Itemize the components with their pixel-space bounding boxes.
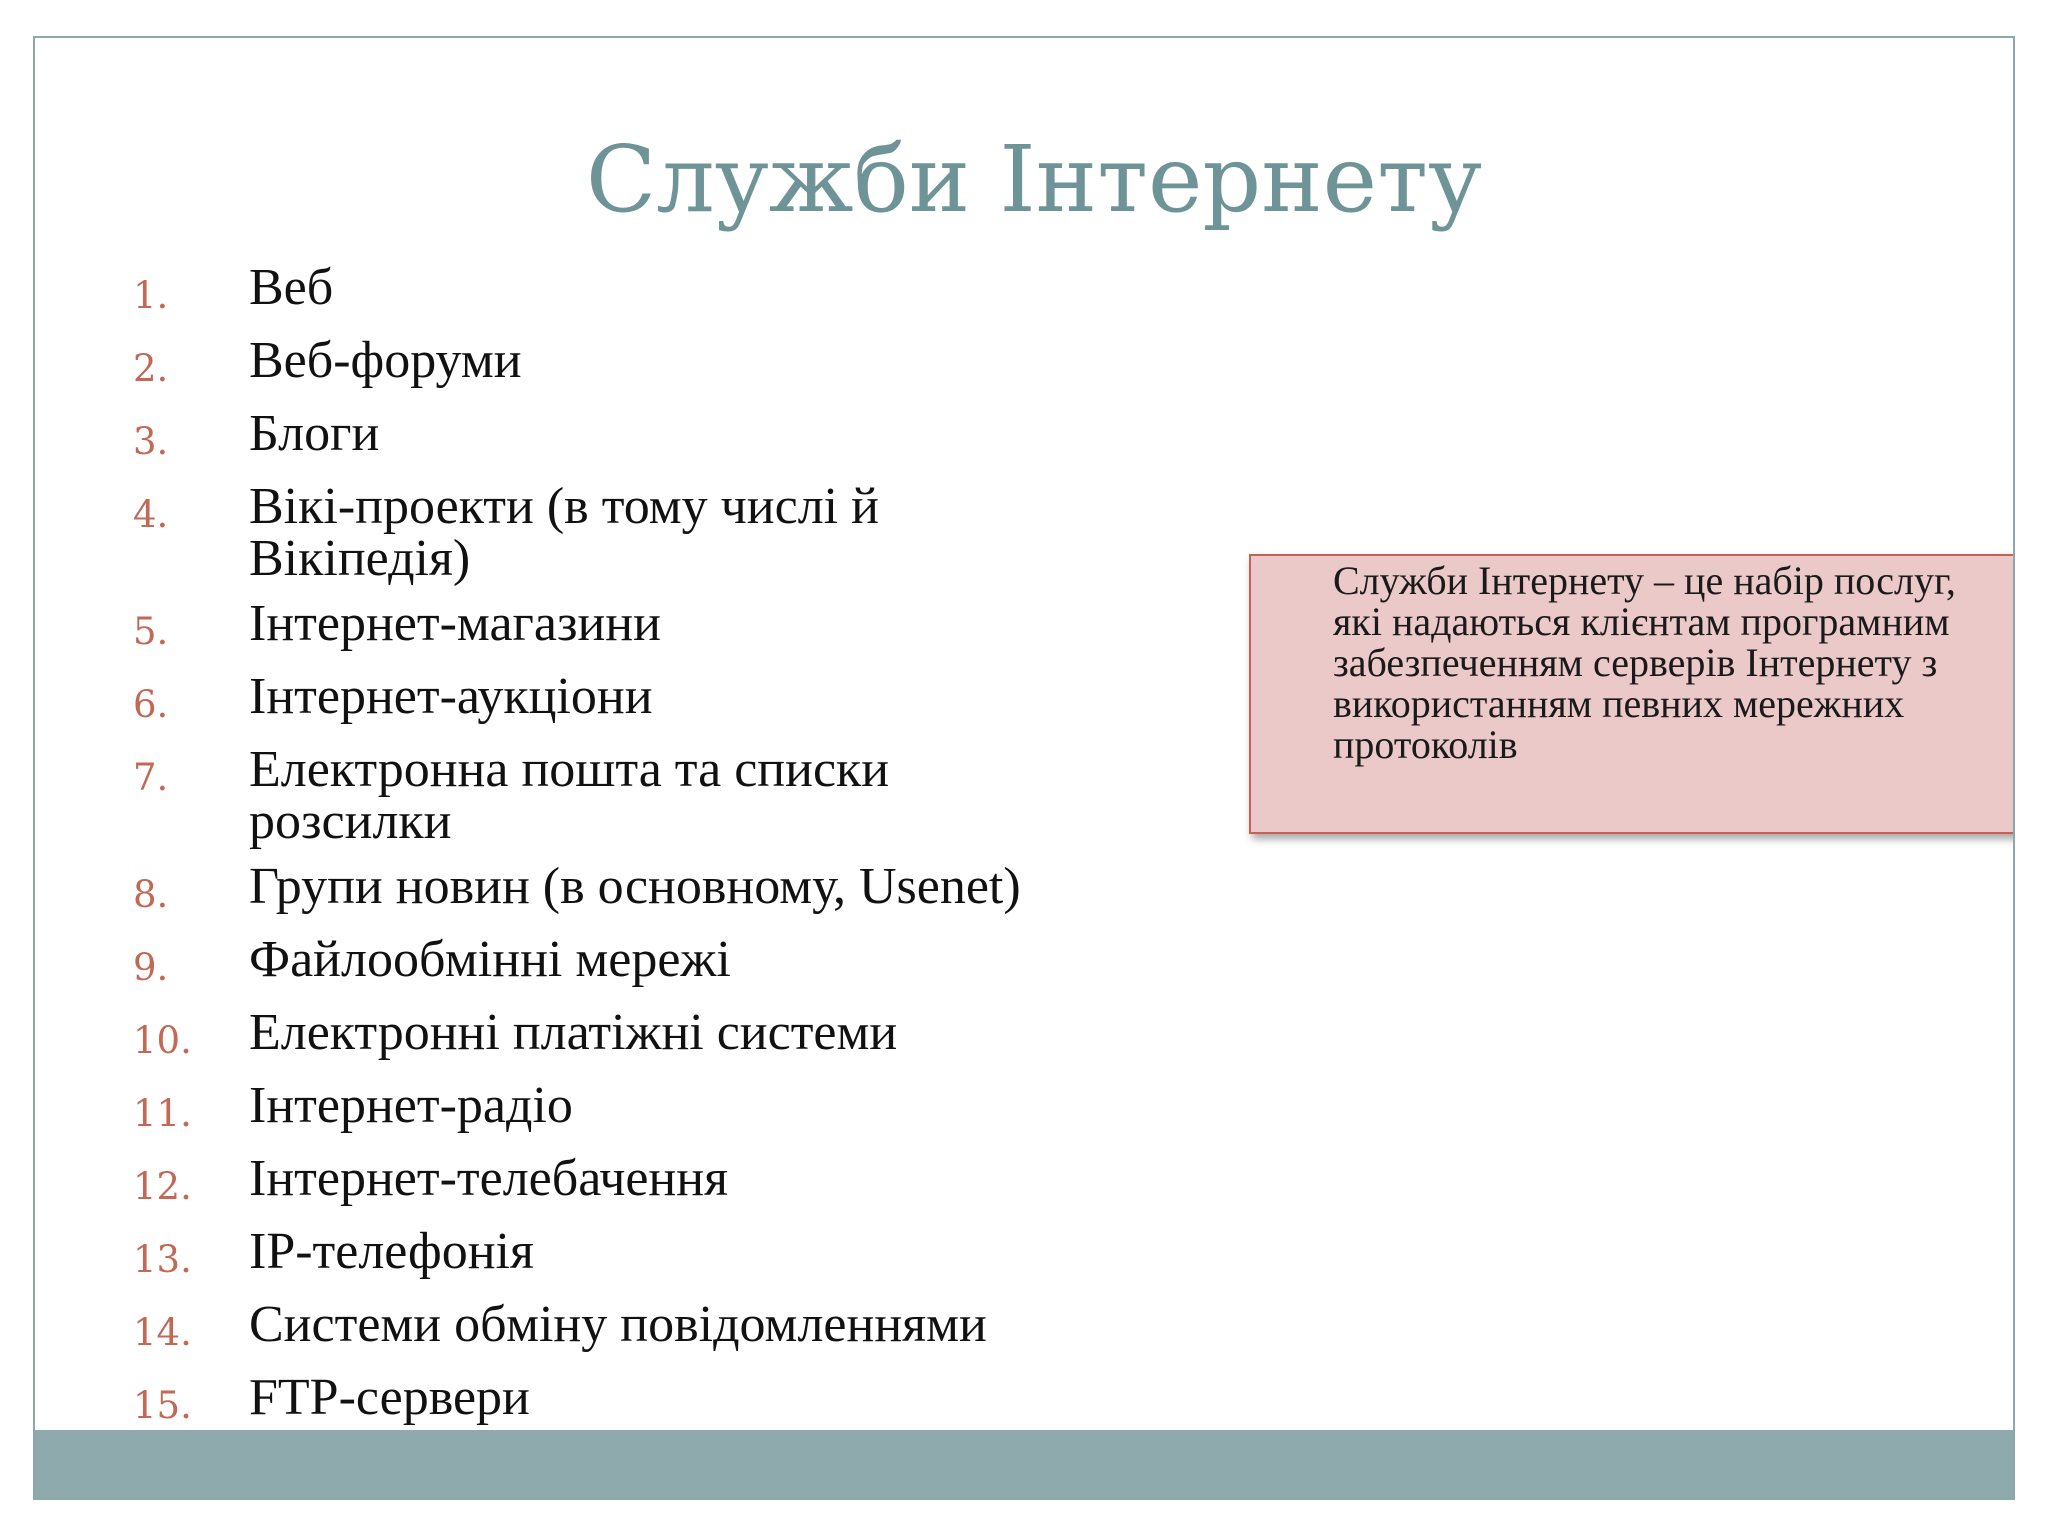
list-item-number: 13. [133,1238,192,1281]
list-item-number: 5. [133,610,169,653]
list-item-text: IP-телефонія [249,1223,534,1280]
list-item [133,259,1189,322]
list-item-text: Інтернет-радіо [249,1077,573,1134]
slide [33,36,2015,1500]
list-item-text: Системи обміну повідомленнями [249,1296,987,1353]
list-item-text: Електронні платіжні системи [249,1004,898,1061]
list-item [133,1150,1189,1213]
list-item [133,1369,1189,1432]
list-item-number: 10. [133,1019,192,1062]
list-item [133,405,1189,468]
list-item-text: Веб-форуми [249,332,522,389]
list-item-number: 14. [133,1311,192,1354]
list-item [133,595,1189,658]
list-item-text: Інтернет-аукціони [249,668,653,725]
list-item-text: Електронна пошта та списки розсилки [249,741,890,850]
list-item-number: 4. [133,493,169,536]
list-item-number: 6. [133,683,169,726]
list-item [133,1077,1189,1140]
list-item-number: 9. [133,946,169,989]
list-item [133,1223,1189,1286]
footer-bar [35,1430,2013,1498]
list-item-text: Інтернет-телебачення [249,1150,728,1207]
list-item [133,478,1189,587]
list-item [133,332,1189,395]
list-item-number: 15. [133,1384,192,1427]
list-item-number: 1. [133,274,169,317]
list-item-number: 7. [133,756,169,799]
list-item-number: 3. [133,420,169,463]
list-item [133,858,1189,921]
list-item-number: 11. [133,1092,192,1135]
list-item-number: 12. [133,1165,192,1208]
list-item-number: 2. [133,347,169,390]
list-item-text: Веб [249,259,334,316]
list-item-text: Вікі-проекти (в тому числі й Вікіпедія) [249,478,879,587]
list-item-text: Файлообмінні мережі [249,931,731,988]
definition-callout [1249,554,2015,834]
slide-title: Служби Інтернету [585,126,1483,233]
list-item-number: 8. [133,873,169,916]
definition-text: Служби Інтернету – це набір послуг, які надаються клієнтам програмним забезпеченням серверів Інтернету з використанням певних мережних протоколів [1333,558,1956,767]
list-item [133,1296,1189,1359]
list-item [133,931,1189,994]
services-list [133,259,1189,1500]
list-item-text: Інтернет-магазини [249,595,661,652]
list-item [133,668,1189,731]
list-item-text: Блоги [249,405,380,462]
list-item-text: FTP-сервери [249,1369,530,1426]
list-item [133,1004,1189,1067]
list-item [133,741,1189,850]
list-item-text: Групи новин (в основному, Usenet) [249,858,1021,915]
